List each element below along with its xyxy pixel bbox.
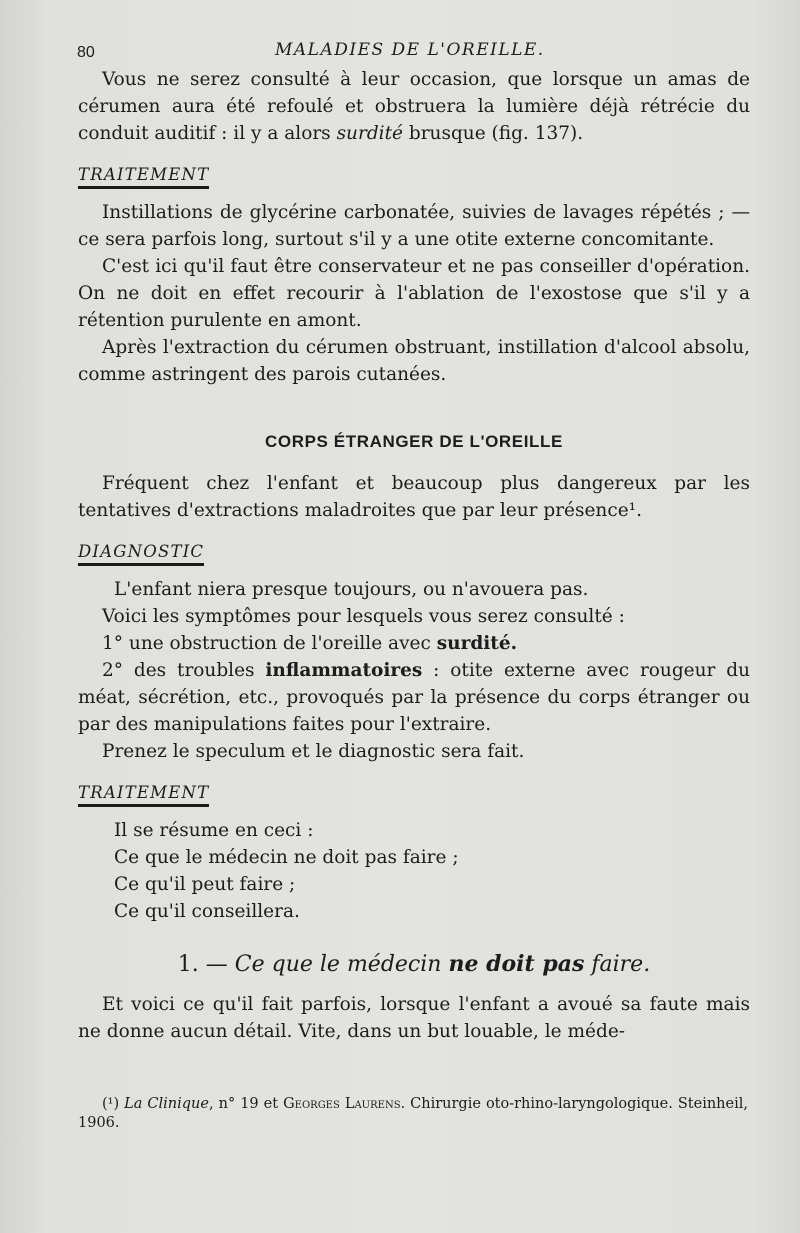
treatment2-line-4: Ce qu'il conseillera. [114,901,300,922]
treatment2-line-2: Ce que le médecin ne doit pas faire ; [114,847,459,868]
diagnostic-line-last: Prenez le speculum et le diagnostic sera fait. [102,741,525,762]
diagnostic-item-1: 1° une obstruction de l'oreille avec surdité. [102,633,518,654]
closing-paragraph: Et voici ce qu'il fait parfois, lorsque l'enfant a avoué sa faute mais ne donne aucun détail. Vite, dans un but louable, le méde- [78,994,750,1042]
diagnostic-line-2: Voici les symptômes pour lesquels vous serez consulté : [102,606,625,627]
page-number: 80 [77,44,95,61]
diagnostic-label: DIAGNOSTIC [78,542,204,566]
intro-paragraph: Vous ne serez consulté à leur occasion, que lorsque un amas de cérumen aura été refoulé et obstruera la lumière déjà rétrécie du conduit auditif : il y a alors surdité brusque (fig. 137). [78,69,750,144]
traitement-label-2: TRAITEMENT [78,783,209,807]
diagnostic-line-1: L'enfant niera presque toujours, ou n'avouera pas. [114,579,589,600]
treatment2-line-3: Ce qu'il peut faire ; [114,874,296,895]
subsection-heading: 1. — Ce que le médecin ne doit pas faire. [177,951,651,977]
treatment1-paragraph-2: C'est ici qu'il faut être conservateur et ne pas conseiller d'opération. On ne doit en effet recourir à l'ablation de l'exostose que s'il y a rétention purulente en amont. [78,256,750,331]
running-header [77,40,723,64]
running-title: MALADIES DE L'OREILLE. [275,40,545,60]
diagnostic-item-2: 2° des troubles inflammatoires : otite externe avec rougeur du méat, sécrétion, etc., provoqués par la présence du corps étranger ou par des manipulations faites pour l'extraire. [78,660,750,735]
section-heading: CORPS ÉTRANGER DE L'OREILLE [265,432,563,451]
treatment1-paragraph-3: Après l'extraction du cérumen obstruant, instillation d'alcool absolu, comme astringent des parois cutanées. [78,337,750,385]
traitement-label-1: TRAITEMENT [78,165,209,189]
section-intro-paragraph: Fréquent chez l'enfant et beaucoup plus dangereux par les tentatives d'extractions maladroites que par leur présence¹. [78,473,750,521]
treatment1-paragraph-1: Instillations de glycérine carbonatée, suivies de lavages répétés ; — ce sera parfois long, surtout s'il y a une otite externe concomitante. [78,202,750,250]
surdite-emphasis: surdité [336,123,403,144]
treatment2-line-1: Il se résume en ceci : [114,820,314,841]
footnote-marker: ¹. [628,500,642,521]
page-body [78,66,750,1045]
footnote: (¹) La Clinique, n° 19 et Georges Laurens. Chirurgie oto-rhino-laryngologique. Steinheil, 1906. [78,1096,748,1131]
